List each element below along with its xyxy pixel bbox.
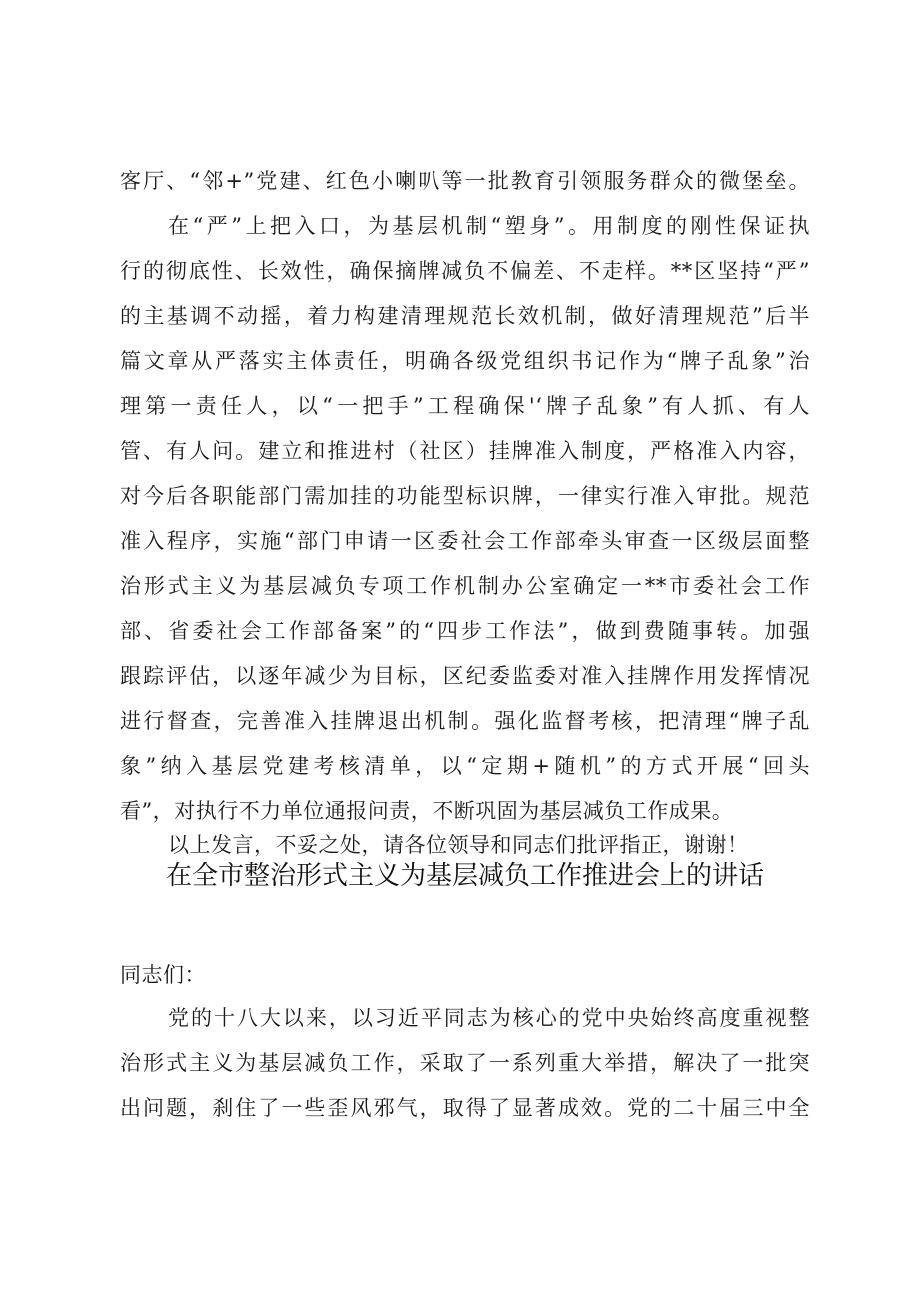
speech-title: 在全市整治形式主义为基层减负工作推进会上的讲话: [165, 861, 764, 891]
paragraph-line: 看”，对执行不力单位通报问责，不断巩固为基层减负工作成果。: [120, 799, 734, 823]
paragraph-line: 治形式主义为基层减负专项工作机制办公室确定一**市委社会工作: [120, 574, 810, 598]
paragraph-line: 准入程序，实施“部门申请一区委社会工作部牵头审查一区级层面整: [120, 529, 810, 553]
paragraph-line: 跟踪评估，以逐年减少为目标，区纪委监委对准入挂牌作用发挥情况: [120, 664, 810, 688]
paragraph-line: 在“严”上把入口，为基层机制“塑身”。用制度的刚性保证执: [168, 214, 810, 238]
paragraph-line: 出问题，刹住了一些歪风邪气，取得了显著成效。党的二十届三中全: [120, 1096, 810, 1120]
paragraph-line: 治形式主义为基层减负工作，采取了一系列重大举措，解决了一批突: [120, 1051, 810, 1075]
closing-remark: 以上发言，不妥之处，请各位领导和同志们批评指正，谢谢！: [168, 833, 749, 857]
paragraph-line: 进行督查，完善准入挂牌退出机制。强化监督考核，把清理“牌子乱: [120, 709, 810, 733]
paragraph-line: 篇文章从严落实主体责任，明确各级党组织书记作为“牌子乱象”治: [120, 349, 810, 373]
paragraph-line: 象”纳入基层党建考核清单，以“定期+随机”的方式开展“回头: [120, 754, 810, 778]
salutation: 同志们：: [120, 963, 206, 987]
paragraph-line: 管、有人问。建立和推进村（社区）挂牌准入制度，严格准入内容，: [120, 439, 810, 463]
paragraph-line: 理第一责任人，以“一把手”工程确保'‘牌子乱象”有人抓、有人: [120, 394, 810, 418]
paragraph-line: 党的十八大以来，以习近平同志为核心的党中央始终高度重视整: [168, 1006, 810, 1030]
paragraph-line: 的主基调不动摇，着力构建清理规范长效机制，做好清理规范”后半: [120, 304, 810, 328]
paragraph-line: 行的彻底性、长效性，确保摘牌减负不偏差、不走样。**区坚持“严”: [120, 259, 810, 283]
paragraph-line: 客厅、“邻+”党建、红色小喇叭等一批教育引领服务群众的微堡垒。: [120, 169, 810, 193]
paragraph-line: 部、省委社会工作部备案”的“四步工作法”，做到费随事转。加强: [120, 619, 810, 643]
paragraph-line: 对今后各职能部门需加挂的功能型标识牌，一律实行准入审批。规范: [120, 484, 810, 508]
